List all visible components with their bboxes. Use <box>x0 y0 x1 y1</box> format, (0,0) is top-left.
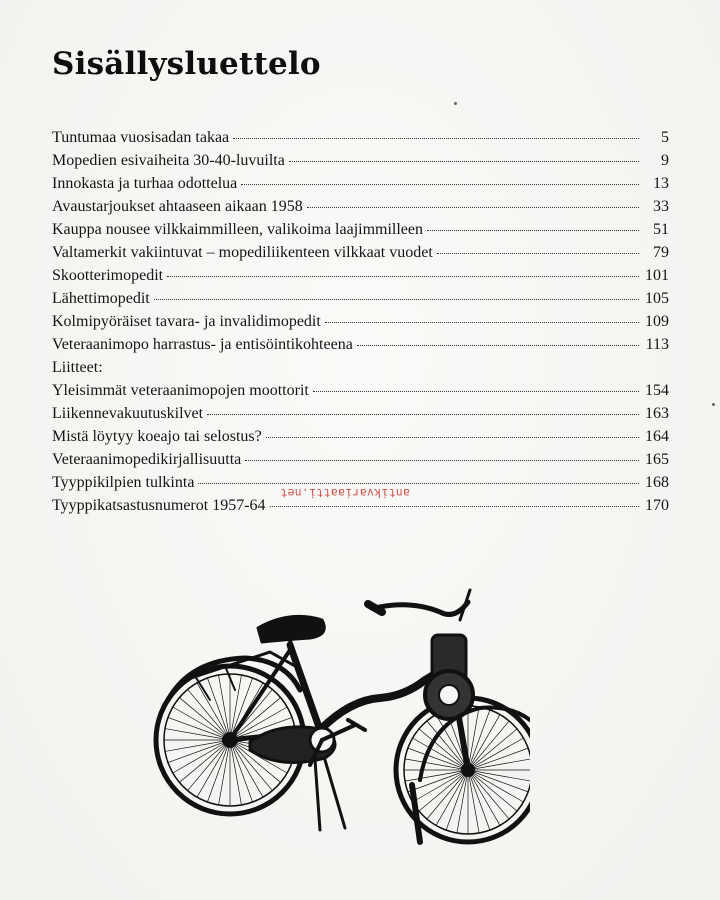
toc-page-number: 168 <box>645 474 669 491</box>
toc-entry <box>52 425 669 448</box>
toc-page-number: 163 <box>645 405 669 422</box>
toc-entry <box>52 264 669 287</box>
toc-entry <box>52 310 669 333</box>
toc-page-number: 79 <box>653 244 669 261</box>
toc-entry <box>52 195 669 218</box>
toc-page-number: 13 <box>653 175 669 192</box>
toc-page-number: 109 <box>645 313 669 330</box>
toc-entry-title: Liitteet: <box>52 359 103 376</box>
page-title: Sisällysluettelo <box>52 46 321 82</box>
toc-leader-dots <box>307 207 639 208</box>
toc-entry-title: Tuntumaa vuosisadan takaa <box>52 129 230 146</box>
toc-entry <box>52 149 669 172</box>
toc-entry-title: Mistä löytyy koeajo tai selostus? <box>52 428 262 445</box>
toc-leader-dots <box>241 184 639 185</box>
toc-leader-dots <box>167 276 639 277</box>
toc-leader-dots <box>437 253 639 254</box>
toc-page-number: 5 <box>661 129 669 146</box>
toc-entry <box>52 402 669 425</box>
toc-entry <box>52 379 669 402</box>
toc-entry-title: Tyyppikilpien tulkinta <box>52 474 195 491</box>
toc-leader-dots <box>427 230 639 231</box>
toc-page-number: 164 <box>645 428 669 445</box>
toc-leader-dots <box>198 483 639 484</box>
show-through-text <box>480 14 710 39</box>
toc-leader-dots <box>266 437 639 438</box>
toc-leader-dots <box>207 414 639 415</box>
toc-entry-title: Avaustarjoukset ahtaaseen aikaan 1958 <box>52 198 303 215</box>
paper-speck <box>454 102 457 105</box>
toc-page-number: 170 <box>645 497 669 514</box>
toc-page-number: 154 <box>645 382 669 399</box>
toc-entry <box>52 241 669 264</box>
toc-entry-title: Kauppa nousee vilkkaimmilleen, valikoima laajimmilleen <box>52 221 424 238</box>
toc-entry-title: Liikennevakuutuskilvet <box>52 405 204 422</box>
toc-leader-dots <box>357 345 639 346</box>
table-of-contents <box>52 126 669 517</box>
toc-entry-title: Skootterimopedit <box>52 267 164 284</box>
toc-page-number: 165 <box>645 451 669 468</box>
toc-leader-dots <box>289 161 639 162</box>
toc-entry-title: Yleisimmät veteraanimopojen moottorit <box>52 382 309 399</box>
toc-page-number: 113 <box>645 336 669 353</box>
toc-page-number: 33 <box>653 198 669 215</box>
toc-entry-title: Veteraanimopo harrastus- ja entisöintikohteena <box>52 336 353 353</box>
toc-entry-title: Tyyppikatsastusnumerot 1957-64 <box>52 497 266 514</box>
toc-entry <box>52 126 669 149</box>
toc-page-number: 101 <box>645 267 669 284</box>
toc-leader-dots <box>245 460 639 461</box>
toc-leader-dots <box>325 322 639 323</box>
toc-entry <box>52 218 669 241</box>
toc-entry <box>52 448 669 471</box>
toc-leader-dots <box>154 299 639 300</box>
toc-entry <box>52 333 669 356</box>
toc-entry-title: Innokasta ja turhaa odottelua <box>52 175 238 192</box>
toc-entry-title: Mopedien esivaiheita 30-40-luvuilta <box>52 152 285 169</box>
watermark-stamp: antikvariaatti.net <box>280 486 411 500</box>
toc-entry-title: Veteraanimopedikirjallisuutta <box>52 451 242 468</box>
paper-speck <box>712 403 715 406</box>
toc-entry <box>52 172 669 195</box>
toc-page-number: 51 <box>653 221 669 238</box>
toc-leader-dots <box>313 391 639 392</box>
toc-leader-dots <box>270 506 639 507</box>
toc-page-number: 105 <box>645 290 669 307</box>
toc-section-heading <box>52 356 669 379</box>
toc-entry-title: Lähettimopedit <box>52 290 150 307</box>
toc-page-number: 9 <box>661 152 669 169</box>
toc-entry-title: Valtamerkit vakiintuvat – mopediliikenteen vilkkaat vuodet <box>52 244 433 261</box>
moped-icon <box>150 580 530 855</box>
toc-leader-dots <box>233 138 639 139</box>
toc-entry <box>52 287 669 310</box>
toc-entry-title: Kolmipyöräiset tavara- ja invalidimopedit <box>52 313 321 330</box>
